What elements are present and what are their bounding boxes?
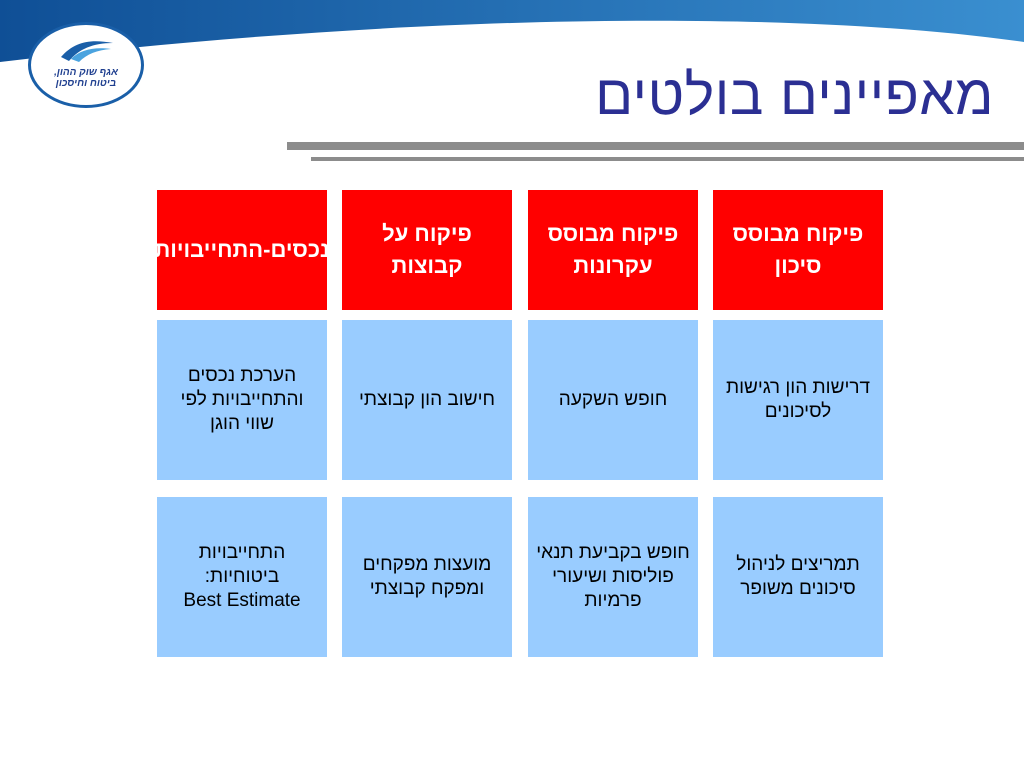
heading-risk-based: פיקוח מבוסס סיכון: [713, 190, 883, 310]
title-rule-thin: [311, 157, 1024, 161]
cell-policy-freedom: חופש בקביעת תנאי פוליסות ושיעורי פרמיות: [528, 497, 698, 657]
cell-risk-capital: דרישות הון רגישות לסיכונים: [713, 320, 883, 480]
logo-text: אגף שוק ההון, ביטוח וחיסכון: [54, 67, 118, 89]
logo: [28, 22, 144, 108]
cell-fair-value: הערכת נכסים והתחייבויות לפי שווי הוגן: [157, 320, 327, 480]
best-estimate-latin: Best Estimate: [183, 590, 301, 611]
cell-risk-incentives: תמריצים לניהול סיכונים משופר: [713, 497, 883, 657]
best-estimate-prefix: התחייבויות ביטוחיות:: [198, 542, 286, 587]
cell-group-capital: חישוב הון קבוצתי: [342, 320, 512, 480]
cell-supervisory-colleges: מועצות מפקחים ומפקח קבוצתי: [342, 497, 512, 657]
heading-principles-based: פיקוח מבוסס עקרונות: [528, 190, 698, 310]
cell-best-estimate: [157, 497, 327, 657]
cell-investment-freedom: חופש השקעה: [528, 320, 698, 480]
page-title: מאפיינים בולטים: [595, 63, 994, 126]
heading-group-supervision: פיקוח על קבוצות: [342, 190, 512, 310]
feature-grid: [154, 190, 884, 660]
heading-assets-liabilities: נכסים-התחייבויות: [157, 190, 327, 310]
title-rule-thick: [287, 142, 1024, 150]
wave-logo-icon: [57, 35, 117, 65]
